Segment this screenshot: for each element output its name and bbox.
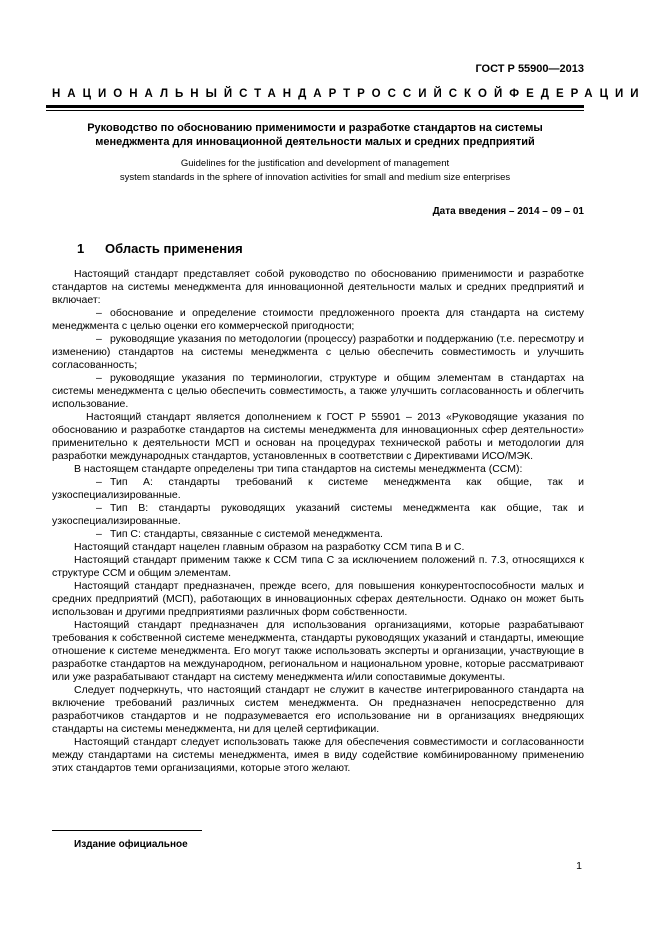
introduction-date: Дата введения – 2014 – 09 – 01 [432,206,584,217]
section-heading [77,241,243,256]
paragraph [52,554,584,580]
section-title: Область применения [105,241,243,256]
dash-marker: – [96,307,102,319]
list-item [52,476,584,502]
paragraph-text: Настоящий стандарт представляет собой руководство по обоснованию применимости и разработке стандартов на системы менеджмента для инновационной деятельности малых и средних предприятий и включает: [52,268,584,306]
paragraph [52,411,584,463]
paragraph-text: руководящие указания по методологии (процессу) разработки и поддержанию (т.е. пересмотру и изменению) стандартов на системы менеджмента с целью обеспечить совместимость и улучшить согласованность; [52,333,584,371]
national-standard-banner [52,88,646,100]
footer-rule [52,830,202,831]
paragraph-text: Настоящий стандарт применим также к ССМ типа С за исключением положений п. 7.3, относящихся к структуре ССМ и общим элементам. [52,554,584,579]
list-item [52,333,584,372]
dash-marker: – [96,372,102,384]
title-en-line-1: Guidelines for the justification and development of management [180,158,450,169]
paragraph-text: Настоящий стандарт следует использовать также для обеспечения совместимости и согласованности между стандартами на системы менеджмента, имея в виду содействие комбинированному применению этих стандартов теми организациями, которые этого желают. [52,736,584,774]
banner-word-4: ФЕДЕРАЦИИ [509,88,646,100]
banner-word-2: СТАНДАРТ [239,88,358,100]
paragraph-text: В настоящем стандарте определены три типа стандартов на системы менеджмента (ССМ): [74,463,523,475]
paragraph-text: Следует подчеркнуть, что настоящий стандарт не служит в качестве интегрированного стандарта на включение требований различных систем менеджмента. Он предназначен непосредственно для разработчиков стандартов и не подразумевается его использование ни в организациях внедряющих стандарты на системы менеджмента, ни для целей сертификации. [52,684,584,735]
paragraph-text: Настоящий стандарт предназначен, прежде всего, для повышения конкурентоспособности малых и средних предприятий (МСП), работающих в инновационных сферах деятельности. Однако он может быть использован и другими предприятиями различных форм собственности. [52,580,584,618]
title-ru-line-1: Руководство по обоснованию применимости и разработке стандартов на системы [87,122,543,134]
banner-word-3: РОССИЙСКОЙ [357,88,510,100]
list-item [52,307,584,333]
title-ru-line-2: менеджмента для инновационной деятельности малых и средних предприятий [95,136,535,148]
paragraph-text: Тип С: стандарты, связанные с системой менеджмента. [110,528,383,540]
title-english [46,157,584,184]
dash-marker: – [96,333,102,345]
paragraph-text: обоснование и определение стоимости предложенного проекта для стандарта на систему менеджмента с целью оценки его коммерческой пригодности; [52,307,584,332]
list-item [52,372,584,411]
list-item [52,502,584,528]
page-number: 1 [576,860,582,872]
paragraph-text: Тип А: стандарты требований к системе менеджмента как общие, так и узкоспециализированные. [52,476,584,501]
title-en-line-2: system standards in the sphere of innovation activities for small and medium size enterprises [119,171,511,183]
dash-marker: – [96,502,102,514]
paragraph-text: Настоящий стандарт нацелен главным образом на разработку ССМ типа В и С. [74,541,465,553]
paragraph [52,580,584,619]
paragraph-text: руководящие указания по терминологии, структуре и общим элементам в стандартах на системы менеджмента с целью обеспечить совместимость, а также улучшить согласованность и облегчить использование. [52,372,584,410]
paragraph [52,684,584,736]
paragraph-text: Тип В: стандарты руководящих указаний системы менеджмента как общие, так и узкоспециализированные. [52,502,584,527]
section-number: 1 [77,241,85,256]
header-rule-thin [46,110,584,111]
paragraph [52,463,584,476]
title-russian [46,121,584,149]
paragraph [52,268,584,307]
header-rule-thick [46,105,584,108]
document-code: ГОСТ Р 55900—2013 [475,63,584,75]
paragraph [52,541,584,554]
banner-word-1: НАЦИОНАЛЬНЫЙ [52,88,240,100]
paragraph [52,736,584,775]
paragraph-text: Настоящий стандарт является дополнением к ГОСТ Р 55901 – 2013 «Руководящие указания по обоснованию и разработке стандартов на системы менеджмента для инновационных сфер деятельности» применительно к деятельности МСП и основан на процедурах технической работы и методологии для разработки международных стандартов, установленных в соответствии с Директивами ИСО/МЭК. [52,411,584,462]
dash-marker: – [96,476,102,488]
list-item [52,528,584,541]
paragraph-text: Настоящий стандарт предназначен для использования организациями, которые разрабатывают требования к собственной системе менеджмента, стандарты руководящих указаний и стандарты, имеющие отношение к системе менеджмента. Его могут также использовать эксперты и организации, участвующие в разработке стандартов на международном, региональном и национальном уровне, которые рассматривают или уже разрабатывают стандарт на систему менеджмента и/или сопоставимые документы. [52,619,584,683]
official-edition-label: Издание официальное [74,839,188,850]
dash-marker: – [96,528,102,540]
paragraph [52,619,584,684]
body-text [52,268,584,775]
